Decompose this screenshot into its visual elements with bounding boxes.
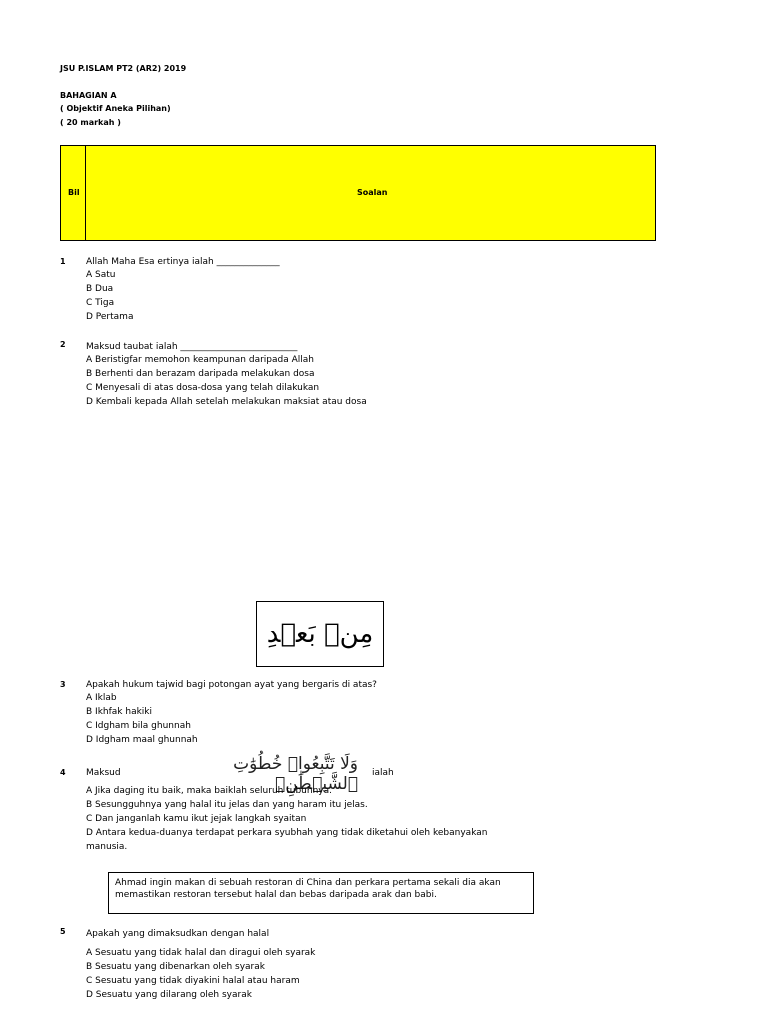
scenario-box	[108, 872, 534, 914]
question-4-option-a: A Jika daging itu baik, maka baiklah seluruh tubuhnya.	[86, 786, 332, 796]
question-5-text: Apakah yang dimaksudkan dengan halal	[86, 929, 270, 939]
question-5-option-b: B Sesuatu yang dibenarkan oleh syarak	[86, 962, 265, 972]
question-5-option-c: C Sesuatu yang tidak diyakini halal atau haram	[86, 976, 300, 986]
question-2-text: Maksud taubat ialah __________________________	[86, 342, 298, 352]
soalan-header: Soalan	[357, 188, 388, 197]
table-divider	[85, 146, 86, 240]
exam-title: JSU P.ISLAM PT2 (AR2) 2019	[60, 64, 187, 73]
question-2-option-b: B Berhenti dan berazam daripada melakukan dosa	[86, 369, 315, 379]
question-table-header	[60, 145, 656, 241]
question-1-option-b: B Dua	[86, 284, 114, 294]
question-5-option-a: A Sesuatu yang tidak halal dan diragui oleh syarak	[86, 948, 316, 958]
arabic-verse-text: مِنۢ بَعۡدِ	[266, 619, 374, 649]
question-4-prefix: Maksud	[86, 768, 121, 778]
section-title: BAHAGIAN A	[60, 91, 117, 100]
question-1-option-d: D Pertama	[86, 312, 134, 322]
bil-header: Bil	[68, 188, 80, 197]
arabic-verse-box	[256, 601, 384, 667]
arabic-verse-inline-text: وَلَا تَتَّبِعُوا۟ خُطُوَٰتِ ٱلشَّيۡطَٰنِۚ	[233, 754, 358, 794]
question-2-number: 2	[60, 340, 66, 349]
question-5-option-d: D Sesuatu yang dilarang oleh syarak	[86, 990, 252, 1000]
question-4-option-d-continued: manusia.	[86, 842, 128, 852]
question-2-option-a: A Beristigfar memohon keampunan daripada Allah	[86, 355, 314, 365]
question-2-option-c: C Menyesali di atas dosa-dosa yang telah dilakukan	[86, 383, 320, 393]
section-type: ( Objektif Aneka Pilihan)	[60, 104, 171, 113]
question-4-option-b: B Sesungguhnya yang halal itu jelas dan yang haram itu jelas.	[86, 800, 368, 810]
question-1-option-c: C Tiga	[86, 298, 115, 308]
question-1-option-a: A Satu	[86, 270, 116, 280]
question-5-number: 5	[60, 927, 66, 936]
question-3-option-d: D Idgham maal ghunnah	[86, 735, 198, 745]
question-3-text: Apakah hukum tajwid bagi potongan ayat yang bergaris di atas?	[86, 680, 377, 690]
question-4-option-d: D Antara kedua-duanya terdapat perkara syubhah yang tidak diketahui oleh kebanyakan	[86, 828, 488, 838]
question-4-number: 4	[60, 768, 66, 777]
question-1-text: Allah Maha Esa ertinya ialah ______________	[86, 257, 280, 267]
question-3-number: 3	[60, 680, 66, 689]
question-1-number: 1	[60, 257, 66, 266]
section-marks: ( 20 markah )	[60, 118, 121, 127]
question-3-option-c: C Idgham bila ghunnah	[86, 721, 191, 731]
scenario-text: Ahmad ingin makan di sebuah restoran di China dan perkara pertama sekali dia akan memastikan restoran tersebut halal dan bebas daripada arak dan babi.	[115, 878, 501, 900]
question-4-suffix: ialah	[372, 768, 394, 778]
question-2-option-d: D Kembali kepada Allah setelah melakukan maksiat atau dosa	[86, 397, 367, 407]
question-3-option-b: B Ikhfak hakiki	[86, 707, 153, 717]
question-3-option-a: A Iklab	[86, 693, 117, 703]
question-4-option-c: C Dan janganlah kamu ikut jejak langkah syaitan	[86, 814, 307, 824]
